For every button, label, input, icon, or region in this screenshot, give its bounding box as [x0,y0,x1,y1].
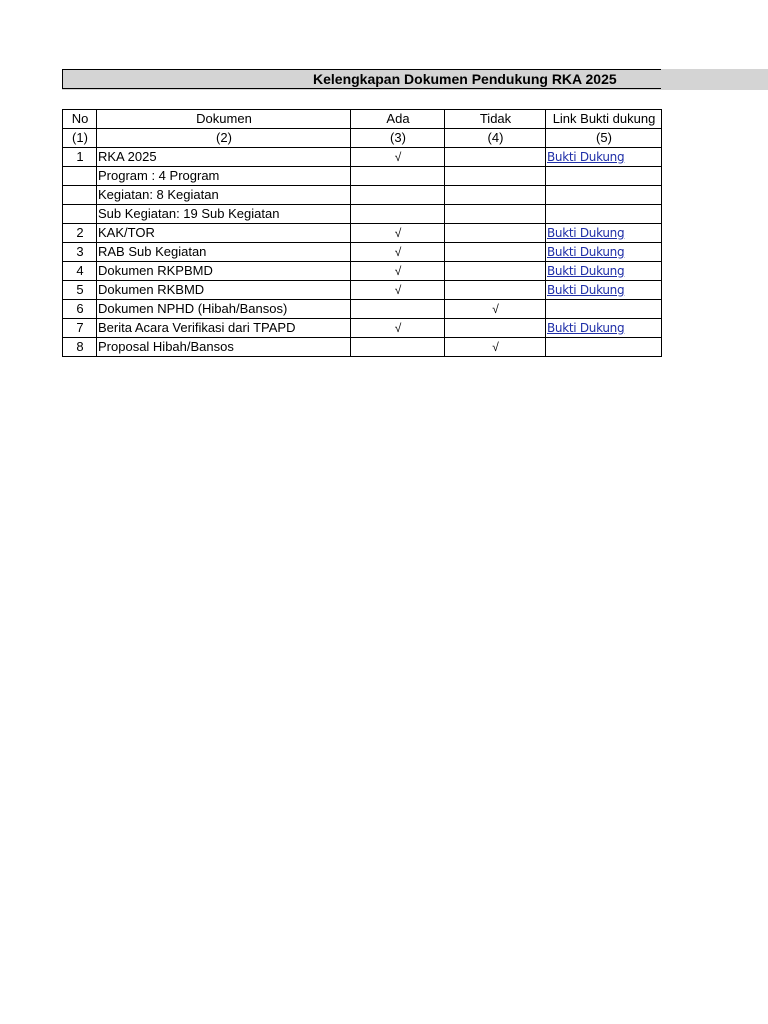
row-number: 7 [63,319,97,338]
row-number [63,205,97,224]
row-document-name: Dokumen NPHD (Hibah/Bansos) [97,300,351,319]
row-tidak-check: √ [445,338,546,357]
row-number: 8 [63,338,97,357]
subheader-no: (1) [63,129,97,148]
header-ada: Ada [351,110,445,129]
subheader-tidak: (4) [445,129,546,148]
header-no: No [63,110,97,129]
row-ada-check: √ [351,319,445,338]
row-number: 4 [63,262,97,281]
row-link-cell [546,148,662,167]
row-document-name: RKA 2025 [97,148,351,167]
table-row [63,243,662,262]
row-tidak-check [445,281,546,300]
row-link-cell [546,186,662,205]
bukti-dukung-link[interactable]: Bukti Dukung [547,283,625,297]
row-tidak-check [445,262,546,281]
subheader-dokumen: (2) [97,129,351,148]
header-tidak: Tidak [445,110,546,129]
row-tidak-check [445,205,546,224]
bukti-dukung-link[interactable]: Bukti Dukung [547,150,625,164]
row-number: 3 [63,243,97,262]
row-document-name: Berita Acara Verifikasi dari TPAPD [97,319,351,338]
table-row [63,205,662,224]
row-link-cell [546,243,662,262]
header-dokumen: Dokumen [97,110,351,129]
row-ada-check: √ [351,281,445,300]
table-row [63,167,662,186]
row-number [63,186,97,205]
bukti-dukung-link[interactable]: Bukti Dukung [547,226,625,240]
row-document-name: Proposal Hibah/Bansos [97,338,351,357]
row-ada-check: √ [351,243,445,262]
subheader-link: (5) [546,129,662,148]
row-number: 5 [63,281,97,300]
row-ada-check [351,167,445,186]
row-document-name: Dokumen RKBMD [97,281,351,300]
row-link-cell [546,205,662,224]
row-ada-check: √ [351,148,445,167]
document-title: Kelengkapan Dokumen Pendukung RKA 2025 [313,71,617,87]
row-ada-check: √ [351,224,445,243]
row-tidak-check [445,167,546,186]
row-number: 2 [63,224,97,243]
row-document-name: RAB Sub Kegiatan [97,243,351,262]
row-document-name: Kegiatan: 8 Kegiatan [97,186,351,205]
row-ada-check [351,205,445,224]
documents-table [62,109,662,357]
row-link-cell [546,338,662,357]
header-link: Link Bukti dukung [546,110,662,129]
row-link-cell [546,262,662,281]
row-document-name: Program : 4 Program [97,167,351,186]
row-ada-check [351,186,445,205]
bukti-dukung-link[interactable]: Bukti Dukung [547,245,625,259]
row-link-cell [546,300,662,319]
row-number: 1 [63,148,97,167]
subheader-row [63,129,662,148]
row-tidak-check [445,186,546,205]
table-row [63,300,662,319]
row-link-cell [546,319,662,338]
row-link-cell [546,224,662,243]
table-row [63,148,662,167]
row-link-cell [546,167,662,186]
row-link-cell [546,281,662,300]
row-tidak-check: √ [445,300,546,319]
row-tidak-check [445,148,546,167]
header-row [63,110,662,129]
row-ada-check: √ [351,262,445,281]
table-row [63,281,662,300]
row-tidak-check [445,224,546,243]
row-ada-check [351,338,445,357]
bukti-dukung-link[interactable]: Bukti Dukung [547,264,625,278]
table-row [63,319,662,338]
subheader-ada: (3) [351,129,445,148]
row-document-name: Sub Kegiatan: 19 Sub Kegiatan [97,205,351,224]
row-number: 6 [63,300,97,319]
row-document-name: Dokumen RKPBMD [97,262,351,281]
table-row [63,262,662,281]
row-document-name: KAK/TOR [97,224,351,243]
row-number [63,167,97,186]
row-tidak-check [445,243,546,262]
row-ada-check [351,300,445,319]
table-row [63,338,662,357]
table-row [63,224,662,243]
bukti-dukung-link[interactable]: Bukti Dukung [547,321,625,335]
table-row [63,186,662,205]
row-tidak-check [445,319,546,338]
